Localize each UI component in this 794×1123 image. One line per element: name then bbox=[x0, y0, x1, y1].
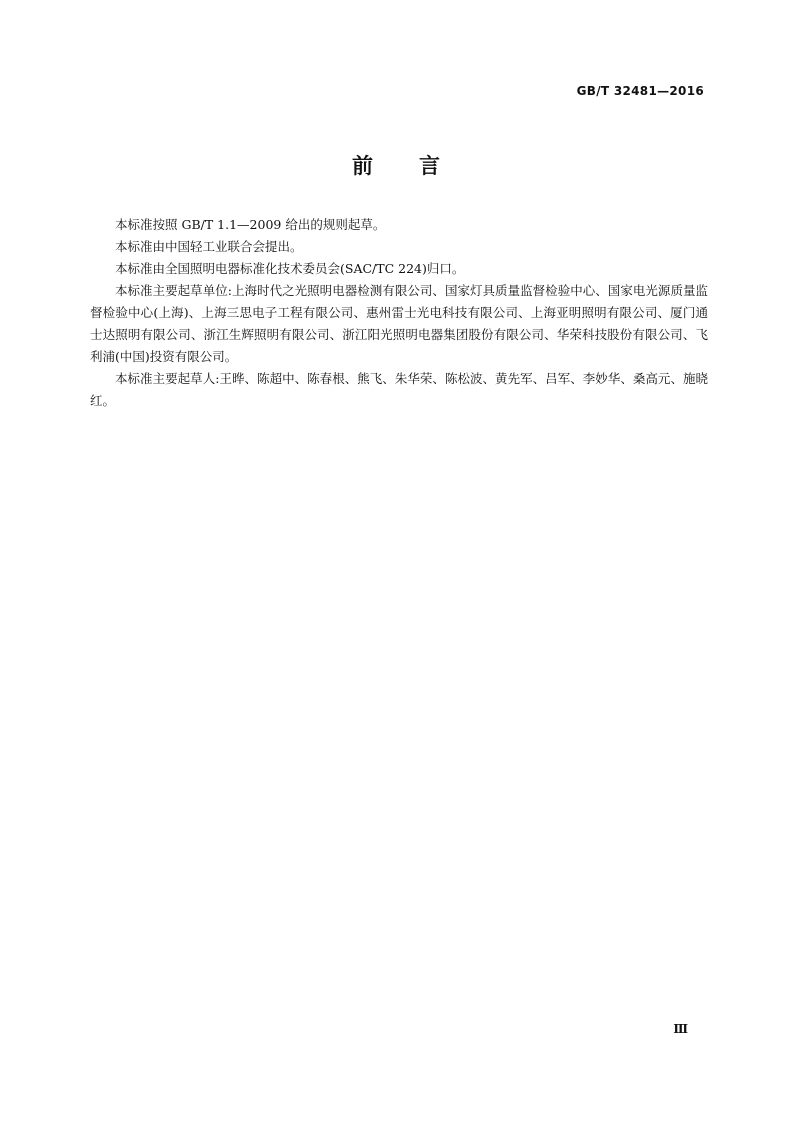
paragraph-drafting-rules: 本标准按照 GB/T 1.1—2009 给出的规则起草。 bbox=[115, 217, 386, 232]
page-title-char-2: 言 bbox=[419, 154, 442, 178]
page-title bbox=[0, 150, 794, 180]
paragraph-drafters: 本标准主要起草人:王晔、陈超中、陈春根、熊飞、朱华荣、陈松波、黄先军、吕军、李妙华、桑高元、施晓红。 bbox=[90, 371, 708, 408]
paragraph-drafting-organizations: 本标准主要起草单位:上海时代之光照明电器检测有限公司、国家灯具质量监督检验中心、国家电光源质量监督检验中心(上海)、上海三思电子工程有限公司、惠州雷士光电科技有限公司、上海亚明照明有限公司、厦门通士达照明有限公司、浙江生辉照明有限公司、浙江阳光照明电器集团股份有限公司、华荣科技股份有限公司、飞利浦(中国)投资有限公司。 bbox=[90, 283, 708, 364]
paragraph-committee: 本标准由全国照明电器标准化技术委员会(SAC/TC 224)归口。 bbox=[115, 261, 465, 276]
paragraph-proposer: 本标准由中国轻工业联合会提出。 bbox=[115, 239, 303, 254]
standard-code: GB/T 32481—2016 bbox=[576, 84, 704, 98]
foreword-body bbox=[90, 214, 708, 412]
page-title-char-1: 前 bbox=[352, 154, 375, 178]
page-number: Ⅲ bbox=[673, 1022, 688, 1036]
